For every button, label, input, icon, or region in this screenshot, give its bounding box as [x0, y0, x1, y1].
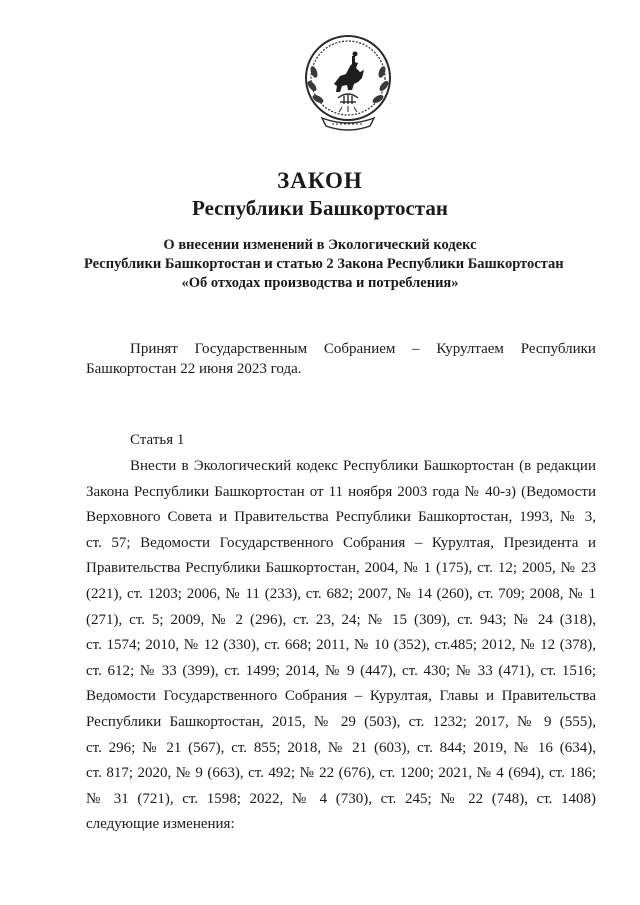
body-line: № 31 (721), ст. 1598; 2022, № 4 (730), ст. 245; № 22 (748), ст. 1408) [86, 790, 596, 807]
article-body [86, 454, 596, 838]
body-line: ст. 817; 2020, № 9 (663), ст. 492; № 22 (676), ст. 1200; 2021, № 4 (694), ст. 186; [86, 765, 596, 782]
subject-line: Республики Башкортостан и статью 2 Закона Республики Башкортостан [84, 256, 564, 272]
body-line: Республики Башкортостан, 2015, № 29 (503), ст. 1232; 2017, № 9 (555), [86, 713, 596, 730]
adoption-line-1: Принят Государственным Собранием – Курултаем Республики [130, 341, 596, 357]
adoption-line-2: Башкортостан 22 июня 2023 года. [86, 361, 302, 377]
coat-of-arms-icon [300, 32, 396, 136]
body-line: следующие изменения: [86, 816, 235, 833]
subject-line: «Об отходах производства и потребления» [181, 275, 459, 291]
body-line: Ведомости Государственного Собрания – Курултая, Главы и Правительства [86, 688, 596, 705]
body-line: ст. 612; № 33 (399), ст. 1499; 2014, № 9 (447), ст. 430; № 33 (471), ст. 1516; [86, 662, 596, 679]
body-line: ст. 1574; 2010, № 12 (330), ст. 668; 2011, № 10 (352), ст.485; 2012, № 12 (378), [86, 637, 596, 654]
subject-line: О внесении изменений в Экологический кодекс [163, 237, 477, 253]
body-line: ст. 296; № 21 (567), ст. 855; 2018, № 21 (603), ст. 844; 2019, № 16 (634), [86, 739, 596, 756]
body-line: (221), ст. 1203; 2006, № 11 (233), ст. 682; 2007, № 14 (260), ст. 709; 2008, № 1 [86, 585, 596, 602]
body-line: Верховного Совета и Правительства Республики Башкортостан, 1993, № 3, [86, 509, 596, 526]
document-subtitle: Республики Башкортостан [192, 196, 448, 220]
article-heading: Статья 1 [130, 432, 185, 448]
document-title: ЗАКОН [277, 168, 363, 193]
law-subject [84, 236, 564, 293]
body-line: ст. 57; Ведомости Государственного Собрания – Курултая, Президента и [86, 534, 596, 551]
body-line: Закона Республики Башкортостан от 11 ноября 2003 года № 40-з) (Ведомости [86, 483, 596, 500]
body-line: Внести в Экологический кодекс Республики Башкортостан (в редакции [130, 458, 596, 474]
body-line: Правительства Республики Башкортостан, 2004, № 1 (175), ст. 12; 2005, № 23 [86, 560, 596, 577]
body-line: (271), ст. 5; 2009, № 2 (296), ст. 23, 24; № 15 (309), ст. 943; № 24 (318), [86, 611, 596, 628]
adoption-statement [86, 339, 596, 379]
